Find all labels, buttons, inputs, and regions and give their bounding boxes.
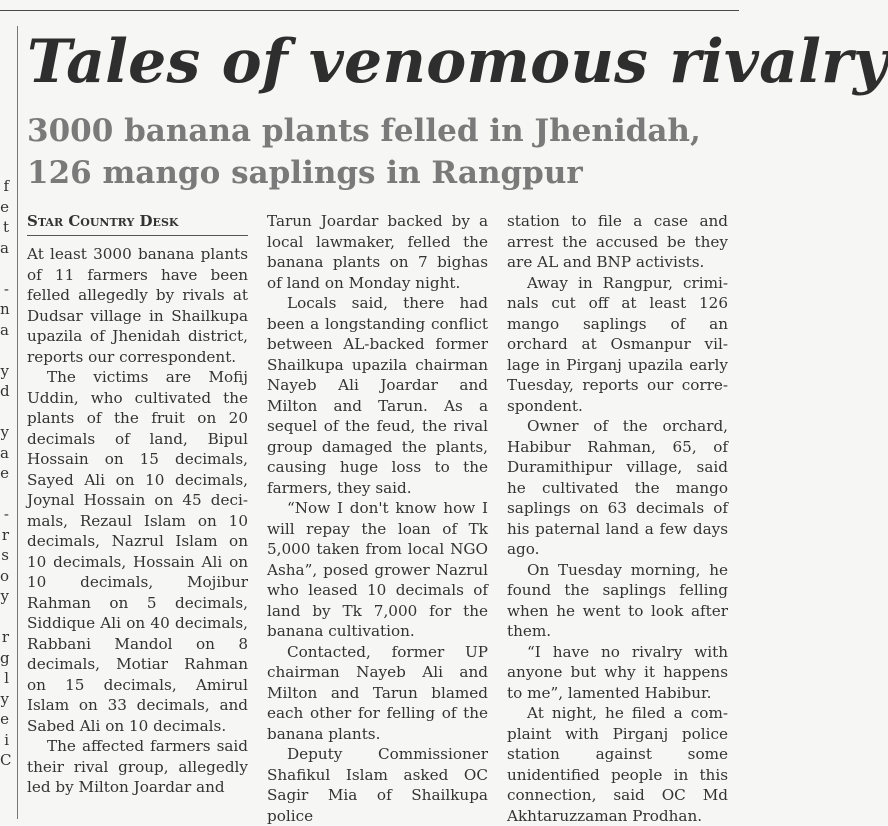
edge-fragment <box>0 402 9 423</box>
edge-fragment: - <box>3 505 9 523</box>
edge-fragment: t <box>2 218 9 236</box>
edge-fragment: f <box>3 177 9 195</box>
byline: Star Country Desk <box>27 212 179 230</box>
edge-fragment: y <box>0 689 9 708</box>
edge-fragment: C <box>0 751 12 769</box>
paragraph: At least 3000 banana plants of 11 farmers have been felled allegedly by rivals at Dudsar village in Shailkupa upazila of Jhenidah district, reports our correspondent. <box>27 245 248 366</box>
paragraph: station to file a case and arrest the accused be they are AL and BNP activists. <box>507 212 728 271</box>
headline: Tales of venomous rivalry <box>27 27 888 97</box>
edge-fragment: n <box>0 300 10 318</box>
edge-fragment: a <box>0 238 9 257</box>
paragraph: Tarun Joardar backed by a local lawmaker, felled the banana plants on 7 bighas of land on Monday night. <box>267 212 488 292</box>
paragraph: Owner of the orchard, Habibur Rahman, 65, of Duramithipur village, said he cultivated the mango saplings on 63 decimals of his paternal land a few days ago. <box>507 417 728 558</box>
edge-fragment: e <box>0 197 9 216</box>
edge-fragment <box>0 258 9 279</box>
paragraph: The affected farmers said their rival group, allegedly led by Milton Joardar and <box>27 737 248 796</box>
edge-fragment: e <box>0 710 9 728</box>
paragraph: Contacted, former UP chairman Nayeb Ali and Milton and Tarun blamed each other for felling of the banana plants. <box>267 642 488 743</box>
edge-fragment: s <box>1 546 9 564</box>
top-rule <box>0 10 739 11</box>
edge-fragment: e <box>0 464 9 482</box>
edge-fragment <box>0 607 9 628</box>
paragraph: At night, he filed a complaint with Pirganj police station against some unidentified people in this connection, said OC Md Akhtaruzzaman Prodhan. <box>507 704 728 825</box>
edge-fragment: d <box>0 382 10 400</box>
edge-fragment: y <box>0 361 9 380</box>
edge-fragment: g <box>0 648 10 667</box>
edge-fragment: y <box>0 423 9 441</box>
article-column-2 <box>267 211 488 826</box>
paragraph: Away in Rangpur, criminals cut off at least 126 mango saplings of an orchard at Osmanpur village in Pirganj upazila early Tuesday, reports our correspondent. <box>507 273 728 415</box>
edge-fragment: l <box>4 669 9 687</box>
paragraph: On Tuesday morning, he found the saplings felling when he went to look after them. <box>507 560 728 640</box>
edge-fragment: y <box>0 587 9 605</box>
byline-rule <box>27 235 248 236</box>
paragraph: Locals said, there had been a longstanding conflict between AL-backed former Shailkupa upazila chairman Nayeb Ali Joardar and Milton and Tarun. As a sequel of the feud, the rival group damaged the plants, causing huge loss to the farmers, they said. <box>267 294 488 497</box>
column-divider <box>17 26 18 819</box>
edge-fragment: r <box>1 525 9 544</box>
subheadline: 3000 banana plants felled in Jhenidah, 126 mango saplings in Rangpur <box>27 113 701 191</box>
paragraph: “I have no rivalry with anyone but why it happens to me”, lamented Habibur. <box>507 642 728 702</box>
paragraph: The victims are Mofij Uddin, who cultivated the plants of the fruit on 20 decimals of land, Bipul Hossain on 15 decimals, Sayed Ali on 10 decimals, Joynal Hossain on 45 decimals, Rezaul Islam on 10 decimals, Nazrul Islam on 10 decimals, Hossain Ali on 10 decimals, Mojibur Rahman on 5 decimals, Siddique Ali on 40 decimals, Rabbani Mandol on 8 decimals, Motiar Rahman on 15 decimals, Amirul Islam on 33 decimals, and Sabed Ali on 10 decimals. <box>27 368 248 735</box>
paragraph: “Now I don't know how I will repay the loan of Tk 5,000 taken from local NGO Asha”, posed grower Nazrul who leased 10 decimals of land by Tk 7,000 for the banana cultivation. <box>267 499 488 640</box>
adjacent-article-fragment <box>0 176 12 771</box>
edge-fragment <box>0 484 9 505</box>
paragraph: Deputy Commissioner Shafikul Islam asked OC Sagir Mia of Shailkupa police <box>267 745 488 825</box>
edge-fragment: - <box>3 279 9 298</box>
edge-fragment: r <box>1 628 9 646</box>
edge-fragment: o <box>0 566 10 585</box>
edge-fragment: i <box>4 730 9 749</box>
edge-fragment <box>0 340 9 361</box>
article-column-1 <box>27 244 248 798</box>
edge-fragment: a <box>0 443 9 462</box>
article-column-3 <box>507 211 728 826</box>
edge-fragment: a <box>0 320 9 339</box>
